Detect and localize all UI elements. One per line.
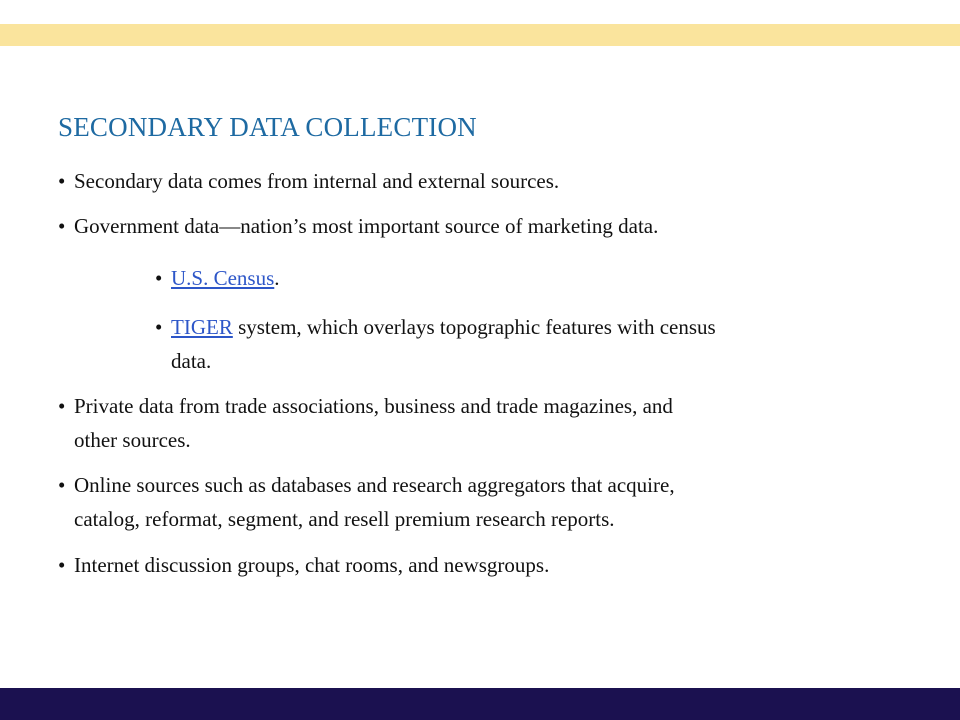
bullet-item-private-data [58, 389, 673, 457]
tiger-link[interactable]: TIGER [171, 315, 233, 339]
bullet-item-online-sources [58, 468, 675, 536]
us-census-link[interactable]: U.S. Census [171, 266, 275, 290]
bullet-text: Online sources such as databases and research aggregators that acquire, [74, 473, 675, 497]
bullet-item-secondary-data [58, 164, 559, 198]
bullet-icon: • [58, 214, 66, 238]
top-decorative-band [0, 24, 960, 46]
bullet-text-continuation: other sources. [74, 428, 191, 452]
bullet-text-continuation: catalog, reformat, segment, and resell premium research reports. [74, 507, 615, 531]
sub-bullet-item-tiger [155, 310, 716, 378]
bullet-text: system, which overlays topographic features with census [232, 315, 716, 339]
bullet-icon: • [58, 394, 66, 418]
bullet-text-continuation: data. [171, 349, 212, 373]
bullet-icon: • [155, 266, 163, 290]
bullet-icon: • [155, 315, 163, 339]
bullet-text: Government data—nation’s most important source of marketing data. [74, 214, 659, 238]
bullet-text: Private data from trade associations, business and trade magazines, and [74, 394, 673, 418]
bullet-text: Secondary data comes from internal and external sources. [74, 169, 560, 193]
bottom-decorative-band [0, 688, 960, 720]
bullet-text-suffix: . [274, 266, 280, 290]
bullet-icon: • [58, 553, 66, 577]
bullet-item-government-data [58, 209, 658, 243]
bullet-icon: • [58, 473, 66, 497]
sub-bullet-item-census [155, 261, 280, 295]
bullet-icon: • [58, 169, 66, 193]
bullet-text: Internet discussion groups, chat rooms, and newsgroups. [74, 553, 550, 577]
slide-title: SECONDARY DATA COLLECTION [58, 112, 477, 142]
bullet-item-internet-groups [58, 548, 549, 582]
